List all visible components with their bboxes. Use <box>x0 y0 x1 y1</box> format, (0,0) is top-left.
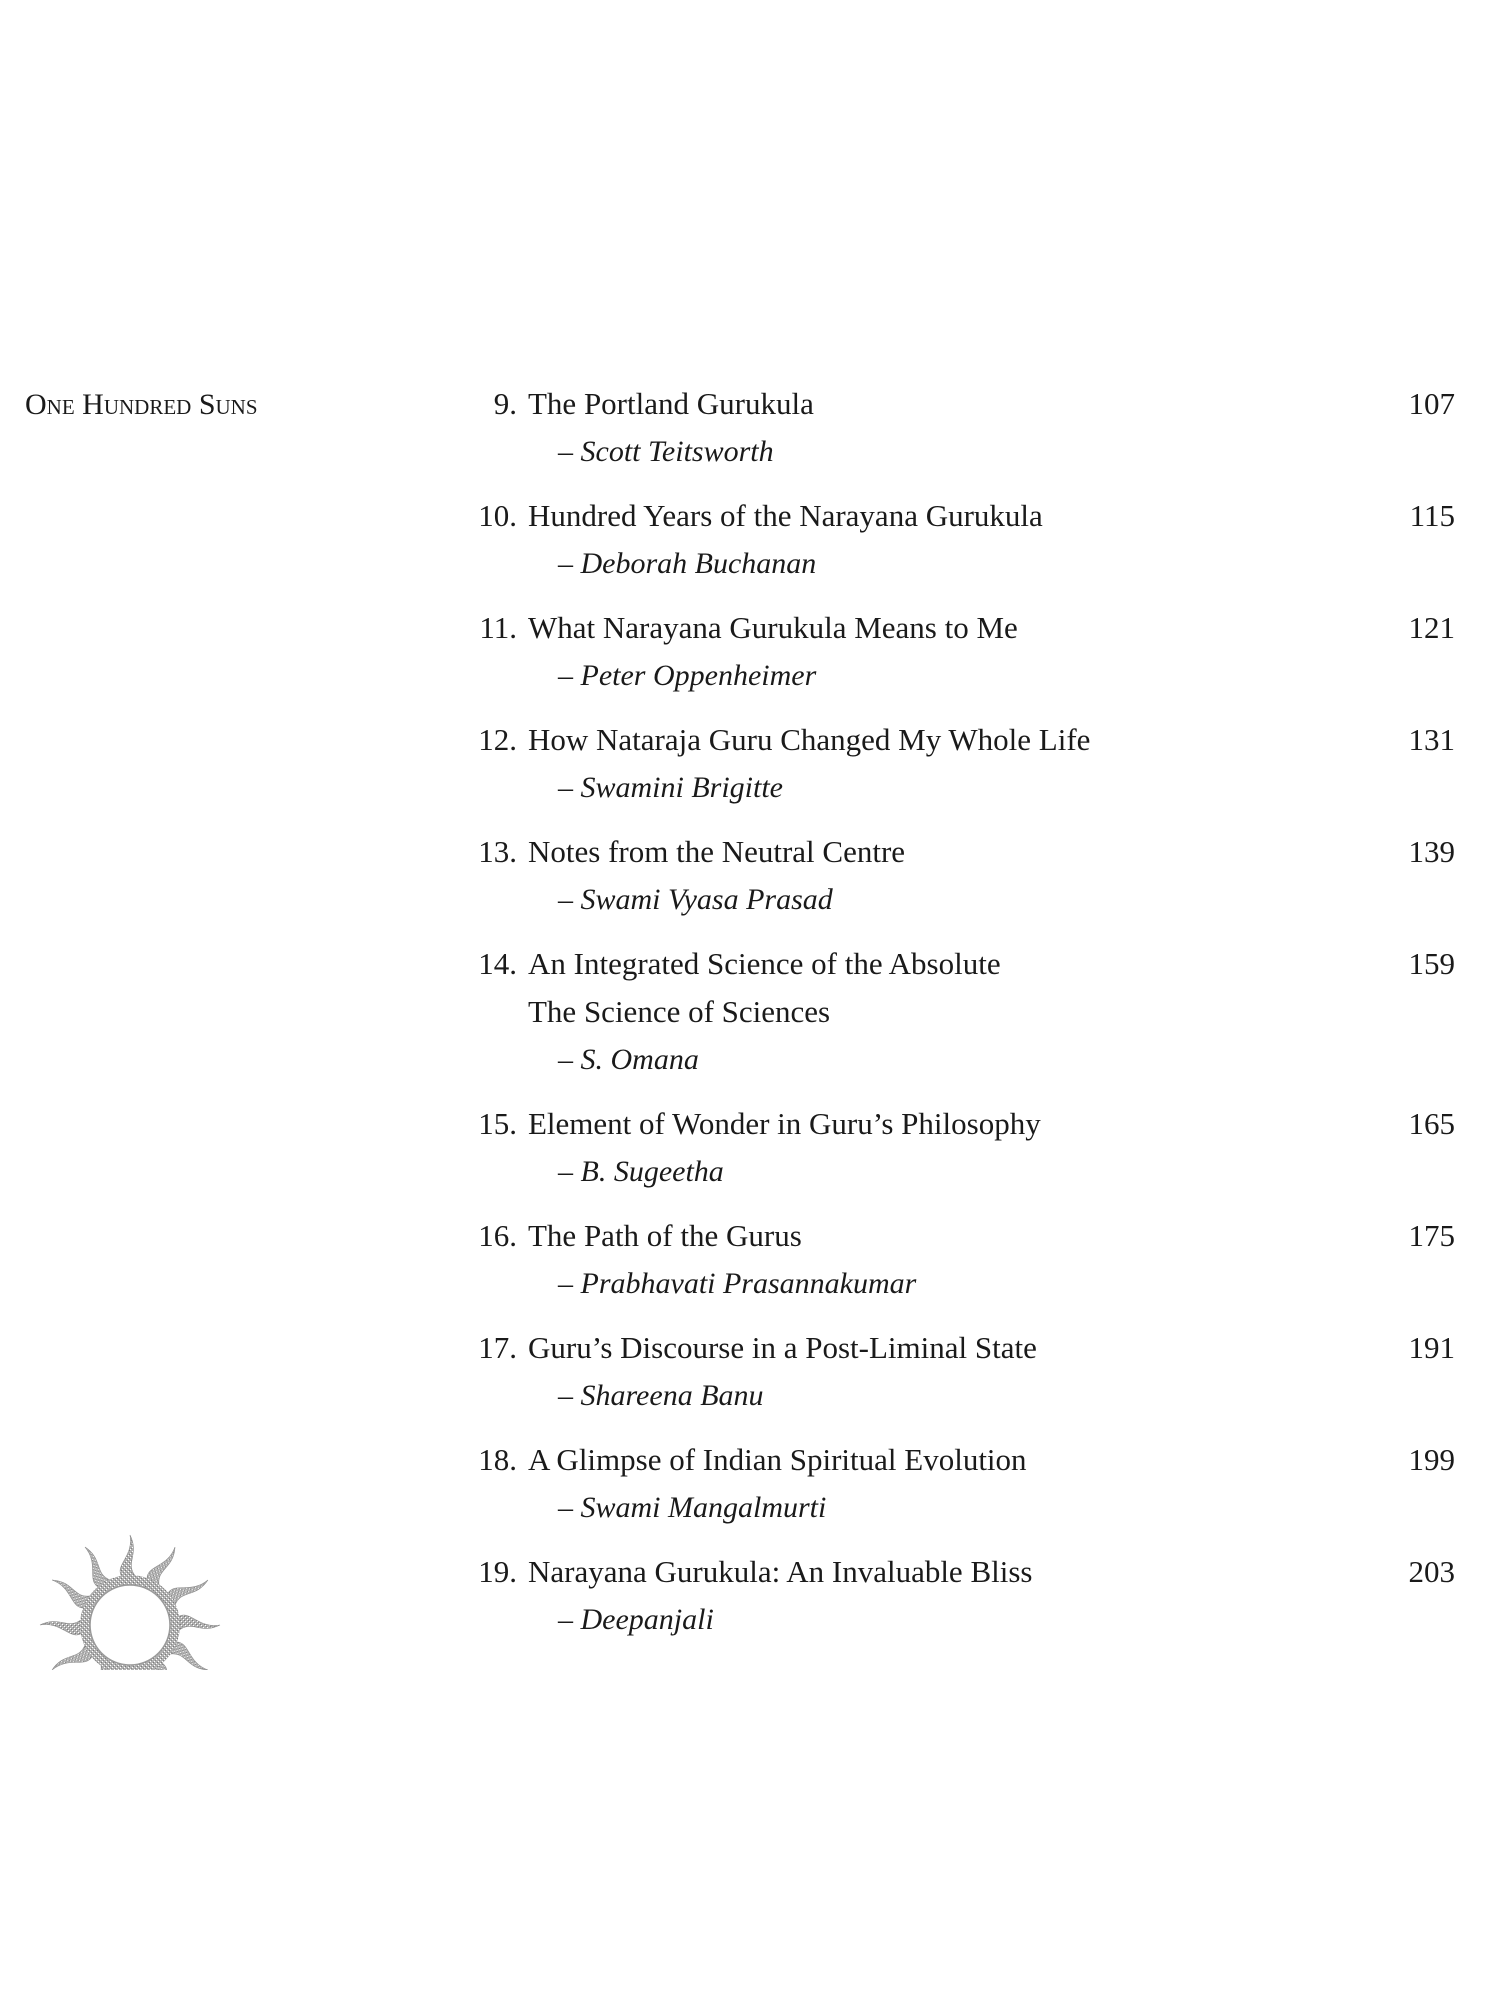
chapter-author <box>430 876 1455 924</box>
chapter-title: What Narayana Gurukula Means to Me <box>528 610 1018 645</box>
author-name: – Swami Vyasa Prasad <box>558 883 833 916</box>
toc-entry-10[interactable] <box>430 492 1455 588</box>
author-name: – Swami Mangalmurti <box>558 1491 827 1524</box>
chapter-number: 15. <box>478 1106 517 1141</box>
page-number: 131 <box>1408 722 1455 757</box>
entry-line <box>430 1212 1455 1260</box>
toc-entry-14[interactable] <box>430 940 1455 1084</box>
chapter-number: 9. <box>493 386 517 421</box>
author-name: – Peter Oppenheimer <box>558 659 817 692</box>
chapter-number: 18. <box>478 1442 517 1477</box>
toc-entry-12[interactable] <box>430 716 1455 812</box>
chapter-author <box>430 1148 1455 1196</box>
chapter-title: The Portland Gurukula <box>528 386 814 421</box>
chapter-number: 19. <box>478 1554 517 1589</box>
toc-entry-19[interactable] <box>430 1548 1455 1644</box>
chapter-author <box>430 1260 1455 1308</box>
page-number: 139 <box>1408 834 1455 869</box>
chapter-title: Guru’s Discourse in a Post-Liminal State <box>528 1330 1037 1365</box>
author-name: – Shareena Banu <box>558 1379 764 1412</box>
chapter-title: A Glimpse of Indian Spiritual Evolution <box>528 1442 1027 1477</box>
author-name: – Prabhavati Prasannakumar <box>558 1267 917 1300</box>
page-number: 175 <box>1408 1218 1455 1253</box>
chapter-number: 14. <box>478 946 517 981</box>
toc-entry-13[interactable] <box>430 828 1455 924</box>
toc-entry-9[interactable] <box>430 380 1455 476</box>
entry-line <box>430 940 1455 988</box>
entry-line <box>430 1548 1455 1596</box>
page-number: 121 <box>1408 610 1455 645</box>
chapter-author <box>430 764 1455 812</box>
toc-entry-17[interactable] <box>430 1324 1455 1420</box>
chapter-author <box>430 1372 1455 1420</box>
chapter-title: Hundred Years of the Narayana Gurukula <box>528 498 1043 533</box>
chapter-title: Notes from the Neutral Centre <box>528 834 906 869</box>
entry-line <box>430 492 1455 540</box>
chapter-author <box>430 428 1455 476</box>
page-number: 199 <box>1408 1442 1455 1477</box>
entry-line <box>430 1324 1455 1372</box>
toc-entry-11[interactable] <box>430 604 1455 700</box>
chapter-number: 12. <box>478 722 517 757</box>
chapter-author <box>430 1596 1455 1644</box>
entry-line <box>430 828 1455 876</box>
chapter-author <box>430 652 1455 700</box>
chapter-title: Element of Wonder in Guru’s Philosophy <box>528 1106 1041 1141</box>
chapter-number: 16. <box>478 1218 517 1253</box>
chapter-author <box>430 1036 1455 1084</box>
page-number: 165 <box>1408 1106 1455 1141</box>
page-number: 159 <box>1408 946 1455 981</box>
running-head: One Hundred Suns <box>25 388 258 421</box>
chapter-number: 10. <box>478 498 517 533</box>
chapter-title: Narayana Gurukula: An Invaluable Bliss <box>528 1554 1033 1589</box>
page-number: 203 <box>1408 1554 1455 1589</box>
author-name: – S. Omana <box>558 1043 699 1076</box>
chapter-number: 13. <box>478 834 517 869</box>
author-name: – Scott Teitsworth <box>558 435 774 468</box>
page-number: 191 <box>1408 1330 1455 1365</box>
toc-entry-16[interactable] <box>430 1212 1455 1308</box>
table-of-contents <box>430 380 1455 1644</box>
author-name: – Swamini Brigitte <box>558 771 783 804</box>
chapter-author <box>430 1484 1455 1532</box>
author-name: – Deepanjali <box>558 1603 714 1636</box>
chapter-title: The Path of the Gurus <box>528 1218 802 1253</box>
toc-entry-15[interactable] <box>430 1100 1455 1196</box>
chapter-title: How Nataraja Guru Changed My Whole Life <box>528 722 1091 757</box>
chapter-number: 11. <box>479 610 517 645</box>
page-number: 107 <box>1408 386 1455 421</box>
chapter-subtitle: The Science of Sciences <box>528 994 831 1029</box>
entry-line <box>430 380 1455 428</box>
chapter-title: An Integrated Science of the Absolute <box>528 946 1001 981</box>
entry-line <box>430 604 1455 652</box>
chapter-author <box>430 540 1455 588</box>
author-name: – B. Sugeetha <box>558 1155 724 1188</box>
page-number: 115 <box>1409 498 1455 533</box>
toc-entry-18[interactable] <box>430 1436 1455 1532</box>
sun-icon <box>25 1530 230 1670</box>
entry-line <box>430 1436 1455 1484</box>
author-name: – Deborah Buchanan <box>558 547 817 580</box>
entry-subtitle-line <box>430 988 1455 1036</box>
entry-line <box>430 716 1455 764</box>
chapter-number: 17. <box>478 1330 517 1365</box>
entry-line <box>430 1100 1455 1148</box>
